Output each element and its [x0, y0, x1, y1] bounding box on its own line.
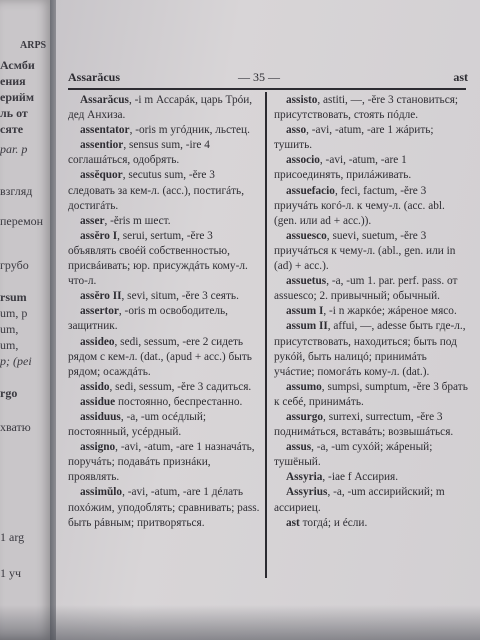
entry-headword: assideo	[80, 335, 115, 348]
entry-definition: , sedi, sessum, -ere 2 сидеть рядом с кем-л. (dat., (apud + acc.) быть рядом; осаждáть.	[68, 335, 252, 378]
entry-headword: assĕquor	[80, 169, 123, 182]
entry-headword: assuesco	[286, 229, 327, 242]
entry-definition: , -ĕris m шест.	[104, 214, 171, 227]
dictionary-entry	[274, 184, 468, 229]
entry-definition: , surrexi, surrectum, -ĕre 3 поднимáться, вставáть; возвышáться.	[274, 410, 454, 439]
dictionary-entry	[274, 153, 468, 183]
left-page-fragment: грубо	[0, 258, 29, 272]
dictionary-entry	[68, 335, 260, 380]
left-page-fragment: хватю	[0, 420, 31, 434]
entry-headword: Assarăcus	[80, 94, 129, 106]
left-column	[68, 93, 260, 531]
dictionary-entry	[274, 485, 468, 515]
dictionary-entry	[274, 93, 468, 123]
right-column	[274, 93, 468, 531]
dictionary-entry	[274, 229, 468, 274]
left-page-fragment: ения	[0, 74, 26, 88]
entry-definition: , sedi, sessum, -ĕre 3 садиться.	[109, 380, 252, 393]
entry-headword: assuefacio	[286, 184, 335, 197]
entry-headword: assĕro I	[80, 229, 118, 242]
entry-headword: assentior	[80, 139, 124, 152]
entry-definition: , -avi, -atum, -are 1 присоединять, прилáживать.	[274, 154, 412, 182]
entry-headword: assus	[286, 441, 312, 454]
dictionary-entry	[68, 93, 260, 123]
left-page-fragment: сяте	[0, 122, 24, 136]
left-page-fragment: перемон	[0, 214, 44, 228]
dictionary-entry	[274, 304, 468, 319]
left-page-fragment: 1 уч	[0, 566, 22, 580]
entry-definition: , secutus sum, -ĕre 3 следовать за кем-л. (acc.), постигáть, достигáть.	[68, 169, 245, 212]
entry-definition: , -iae f Ассирия.	[322, 471, 399, 484]
entry-definition: , -i m Ассарáк, царь Трóи, дед Анхиза.	[68, 94, 253, 122]
dictionary-entry	[274, 410, 468, 440]
dictionary-entry	[68, 304, 260, 334]
dictionary-entry	[68, 380, 260, 395]
header-rule	[68, 88, 466, 90]
dictionary-page	[56, 0, 480, 640]
entry-definition: , astiti, —, -ĕre 3 становиться; присутствовать, стоять пóдле.	[274, 94, 459, 122]
entry-definition: , feci, factum, -ĕre 3 приучáть когó-л. к чему-л. (acc. abl. (gen. или ad + acc.)).	[274, 184, 445, 227]
left-page-fragment: um,	[0, 338, 19, 352]
left-page-fragment: par. p	[0, 142, 28, 156]
left-page-fragment: ARPS	[20, 40, 47, 51]
dictionary-entry	[274, 440, 468, 470]
left-page-fragment: um,	[0, 322, 19, 336]
entry-definition: , -a, -um осéдлый; постоянный, усéрдный.	[68, 410, 207, 439]
left-page-fragment: p; (pei	[0, 354, 32, 368]
dictionary-entry	[68, 289, 260, 304]
entry-headword: assum II	[286, 320, 328, 333]
left-page-fragment: взгляд	[0, 184, 33, 198]
left-page-fragment: ль от	[0, 106, 28, 120]
bottom-shadow	[0, 605, 480, 640]
entry-definition: , -avi, -atum, -are 1 дéлать похóжим, уподоблять; сравнивать; pass. быть рáвным; притворяться.	[68, 486, 260, 529]
dictionary-entry	[68, 168, 260, 213]
left-page-fragment: ерийм	[0, 90, 35, 104]
entry-headword: assigno	[80, 441, 116, 454]
dictionary-entry	[274, 516, 468, 531]
entry-headword: assidue	[80, 395, 116, 408]
entry-definition: , serui, sertum, -ĕre 3 объявлять своéй собственностью, присвáивать; юр. присуждáть кому-л. что-л.	[68, 229, 248, 288]
left-page-fragment: rgo	[0, 386, 18, 400]
dictionary-entry	[68, 395, 260, 410]
entry-definition: , -a, -um сухóй; жáреный; тушёный.	[274, 441, 433, 469]
entry-headword: asso	[286, 124, 307, 137]
entry-headword: Assyrius	[286, 486, 328, 499]
dictionary-entry	[68, 214, 260, 229]
entry-definition: , sensus sum, -ire 4 соглашáться, одобрять.	[68, 139, 210, 167]
entry-headword: assido	[80, 380, 110, 393]
dictionary-entry	[68, 485, 260, 530]
entry-headword: assurgo	[286, 410, 324, 423]
entry-headword: assiduus	[80, 410, 121, 423]
header-first-word: Assarăcus	[68, 70, 121, 84]
previous-page-edge	[0, 0, 52, 640]
left-page-fragment: um, p	[0, 306, 28, 320]
column-divider	[265, 92, 267, 578]
entry-definition: , -a, -um 1. par. perf. pass. от assuesco; 2. привычный; обычный.	[274, 275, 458, 303]
entry-headword: associo	[286, 154, 320, 167]
entry-definition: , -avi, -atum, -are 1 жáрить; тушить.	[274, 124, 434, 152]
dictionary-entry	[68, 440, 260, 485]
entry-headword: assumo	[286, 380, 322, 393]
entry-headword: assum I	[286, 305, 324, 318]
entry-definition: постоянно, беспрестанно.	[115, 395, 243, 408]
left-page-fragment: 1 arg	[0, 530, 25, 544]
entry-definition: , -i n жаркóе; жáреное мясо.	[323, 305, 457, 318]
dictionary-entry	[274, 380, 468, 410]
entry-headword: assĕro II	[80, 290, 122, 303]
entry-headword: assimŭlo	[80, 486, 123, 499]
dictionary-entry	[68, 229, 260, 289]
left-page-fragment: rsum	[0, 290, 27, 304]
dictionary-entry	[68, 410, 260, 440]
entry-headword: assuetus	[286, 275, 327, 288]
dictionary-entry	[68, 123, 260, 138]
dictionary-entry	[274, 319, 468, 379]
entry-headword: assisto	[286, 94, 318, 106]
dictionary-entry	[274, 274, 468, 304]
entry-definition: , -a, -um ассирийский; m ассириец.	[274, 486, 445, 514]
entry-headword: Assyria	[286, 471, 323, 484]
entry-headword: asser	[80, 214, 105, 227]
entry-definition: , sumpsi, sumptum, -ĕre 3 брать к себé, принимáть.	[274, 380, 468, 408]
entry-headword: ast	[286, 516, 300, 529]
dictionary-entry	[274, 123, 468, 153]
entry-definition: , -oris m освободитель, защитник.	[68, 305, 228, 333]
entry-definition: , affui, —, adesse быть где-л., присутствовать, находиться; быть под рукóй, быть налицó; принимáть учáстие; помогáть кому-л. (dat.).	[274, 320, 466, 378]
left-page-fragment: Асмби	[0, 58, 35, 72]
entry-definition: , -avi, -atum, -are 1 назначáть, поручáть; подавáть признáки, проявлять.	[68, 441, 255, 484]
dictionary-entry	[68, 138, 260, 168]
running-header	[68, 70, 468, 88]
entry-definition: , suevi, suetum, -ĕre 3 приучáться к чему-л. (abl., gen. или in (ad) + acc.).	[274, 229, 456, 273]
page-number: — 35 —	[238, 70, 280, 84]
dictionary-entry	[274, 470, 468, 485]
header-last-word: ast	[453, 70, 468, 84]
entry-definition: , -oris m угóдник, льстец.	[129, 124, 250, 137]
entry-headword: assentator	[80, 124, 130, 137]
entry-definition: , sevi, situm, -ĕre 3 сеять.	[121, 290, 239, 303]
entry-headword: assertor	[80, 305, 119, 318]
entry-definition: тогдá; и éсли.	[299, 516, 368, 529]
